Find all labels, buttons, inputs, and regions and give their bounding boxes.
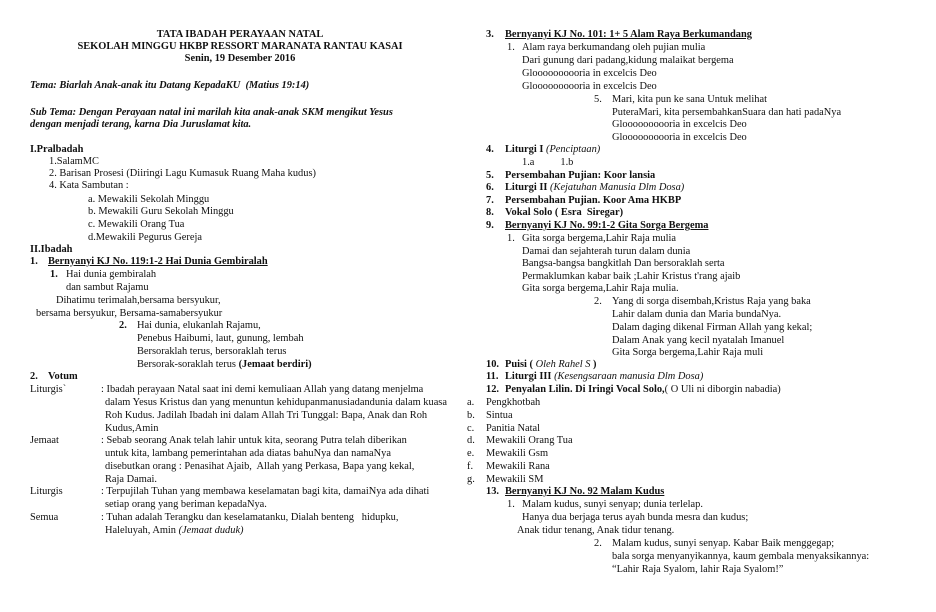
verse-number: 1.	[507, 233, 515, 244]
verse-line: Gloooooooooria in excelcis Deo	[522, 81, 657, 92]
penyalan-lilin-song: ( O Uli ni diborgin nabadia)	[664, 384, 781, 395]
item-number: 12.	[486, 384, 499, 395]
verse-line: Dalam daging dikenal Firman Allah yang kekal;	[612, 322, 813, 333]
section-ibadah: II.Ibadah	[30, 244, 73, 255]
votum-title: Votum	[48, 371, 78, 382]
verse-line: Damai dan sejahterah turun dalam dunia	[522, 246, 691, 257]
list-item-key: g.	[467, 474, 475, 485]
speaker-label: Liturgis	[30, 486, 63, 497]
liturgi2-label: Liturgi II	[505, 182, 551, 193]
penyalan-lilin-label: Penyalan Lilin. Di Iringi Vocal Solo,	[505, 384, 665, 395]
votum-number: 2.	[30, 371, 38, 382]
verse-line: Malam kudus, sunyi senyap; dunia terlelap.	[522, 499, 703, 510]
liturgy-line: disebutkan orang : Penasihat Ajaib, Allah yang Perkasa, Bapa yang kekal,	[105, 461, 415, 472]
verse-line: Bangsa-bangsa bangkitlah Dan bersoraklah serta	[522, 258, 725, 269]
praibadah-item: 2. Barisan Prosesi (Diiringi Lagu Kumasuk Ruang Maha kudus)	[49, 168, 316, 179]
verse-line: Hanya dua berjaga terus ayah bunda mesra dan kudus;	[522, 512, 749, 523]
verse-number: 2.	[119, 320, 127, 331]
liturgy-line: Roh Kudus. Jadilah Ibadah ini dalam Allah Tri Tunggal: Bapa, Anak dan Roh	[105, 410, 428, 421]
speaker-label: Semua	[30, 512, 59, 523]
section-praibadah: I.Pralbadah	[30, 144, 84, 155]
liturgi1-sub: (Penciptaan)	[546, 144, 601, 155]
list-item-key: e.	[467, 448, 475, 459]
list-item-key: d.	[467, 435, 475, 446]
liturgi1-items: 1.a 1.b	[522, 157, 574, 168]
verse-line: Dalam Anak yang kecil nyatalah Imanuel	[612, 335, 785, 346]
doc-subtitle: SEKOLAH MINGGU HKBP RESSORT MARANATA RANTAU KASAI	[77, 41, 403, 52]
verse-line: Dihatimu terimalah,bersama bersyukur,	[56, 295, 221, 306]
verse-line: Gita Sorga bergema,Lahir Raja muli	[612, 347, 764, 358]
verse-line: Mari, kita pun ke sana Untuk melihat	[612, 94, 767, 105]
sambutan-item: c. Mewakili Orang Tua	[88, 219, 185, 230]
song1-number: 1.	[30, 256, 38, 267]
verse-line-text: Bersorak-soraklah terus	[137, 359, 239, 370]
verse-line: Permaklumkan kabar baik ;Lahir Kristus t'rang ajaib	[522, 271, 741, 282]
verse-line: PuteraMari, kita persembahkanSuara dan hati padaNya	[612, 107, 842, 118]
verse-line: Gita sorga bergema,Lahir Raja mulia	[522, 233, 676, 244]
liturgy-line: : Ibadah perayaan Natal saat ini demi kemuliaan Allah yang datang menjelma	[101, 384, 424, 395]
liturgy-line: Kudus,Amin	[105, 423, 159, 434]
item-number: 5.	[486, 170, 494, 181]
puisi-title	[505, 359, 597, 371]
list-item: Mewakili SM	[486, 474, 544, 485]
praibadah-item: 4. Kata Sambutan :	[49, 180, 129, 191]
verse-line: Dari gunung dari padang,kidung malaikat bergema	[522, 55, 734, 66]
verse-line: Gloooooooooria in excelcis Deo	[612, 132, 747, 143]
song3-title: Bernyanyi KJ No. 101: 1+ 5 Alam Raya Berkumandang	[505, 29, 752, 40]
puisi-close: )	[590, 359, 597, 370]
tema: Tema: Biarlah Anak-anak itu Datang KepadaKU (Matius 19:14)	[30, 80, 310, 91]
list-item: Sintua	[486, 410, 513, 421]
liturgi3-title	[505, 371, 703, 383]
item-number: 7.	[486, 195, 494, 206]
list-item-key: b.	[467, 410, 475, 421]
sambutan-item: a. Mewakili Sekolah Minggu	[88, 194, 210, 205]
song13-title: Bernyanyi KJ No. 92 Malam Kudus	[505, 486, 665, 497]
persembahan-lansia: Persembahan Pujian: Koor lansia	[505, 170, 656, 181]
item-number: 3.	[486, 29, 494, 40]
doc-title: TATA IBADAH PERAYAAN NATAL	[156, 29, 324, 40]
liturgy-line: Raja Damai.	[105, 474, 157, 485]
list-item-key: f.	[467, 461, 474, 472]
liturgy-line: : Sebab seorang Anak telah lahir untuk kita, seorang Putra telah diberikan	[101, 435, 407, 446]
verse-number: 1.	[507, 42, 515, 53]
verse-line: Yang di sorga disembah,Kristus Raja yang baka	[612, 296, 811, 307]
list-item: Pengkhotbah	[486, 397, 541, 408]
verse-line: Anak tidur tenang, Anak tidur tenang.	[517, 525, 675, 536]
verse-number: 1.	[507, 499, 515, 510]
item-number: 4.	[486, 144, 494, 155]
list-item: Mewakili Gsm	[486, 448, 549, 459]
liturgi1-label: Liturgi I	[505, 144, 546, 155]
liturgi3-label: Liturgi III	[505, 371, 555, 382]
verse-line: Lahir dalam dunia dan Maria bundaNya.	[612, 309, 782, 320]
list-item: Mewakili Rana	[486, 461, 550, 472]
verse-line: bala sorga menyanyikannya, kaum gembala menyaksikannya:	[612, 551, 870, 562]
stage-note: (Jemaat berdiri)	[238, 359, 312, 370]
liturgi3-sub: (Kesengsaraan manusia Dlm Dosa)	[554, 371, 704, 382]
liturgy-line: untuk kita, lambang pemerintahan ada diatas bahuNya dan namaNya	[105, 448, 391, 459]
speaker-label: Jemaat	[30, 435, 59, 446]
subtema-line-2: dengan menjadi terang, karna Dia Juruslamat kita.	[30, 119, 252, 130]
verse-line: Gloooooooooria in excelcis Deo	[522, 68, 657, 79]
verse-line: Alam raya berkumandang oleh pujian mulia	[522, 42, 706, 53]
verse-line	[137, 359, 312, 371]
verse-line: Gloooooooooria in excelcis Deo	[612, 119, 747, 130]
verse-line: dan sambut Rajamu	[66, 282, 149, 293]
song1-title: Bernyanyi KJ No. 119:1-2 Hai Dunia Gembiralah	[48, 256, 268, 267]
verse-line: bersama bersyukur, Bersama-samabersyukur	[36, 308, 223, 319]
vokal-solo: Vokal Solo ( Esra Siregar)	[505, 207, 624, 218]
puisi-reader: Oleh Rahel S	[535, 359, 591, 370]
verse-number: 1.	[50, 269, 58, 280]
puisi-label: Puisi (	[505, 359, 536, 370]
speaker-label: Liturgis`	[30, 384, 67, 395]
verse-line: “Lahir Raja Syalom, lahir Raja Syalom!”	[612, 564, 784, 575]
liturgy-line: setiap orang yang beriman kepadaNya.	[105, 499, 267, 510]
verse-number: 5.	[594, 94, 602, 105]
penyalan-lilin-title	[505, 384, 781, 396]
verse-line: Gita sorga bergema,Lahir Raja mulia.	[522, 283, 679, 294]
verse-number: 2.	[594, 296, 602, 307]
liturgi1-title	[505, 144, 600, 156]
item-number: 8.	[486, 207, 494, 218]
item-number: 13.	[486, 486, 499, 497]
list-item-key: a.	[467, 397, 475, 408]
list-item: Panitia Natal	[486, 423, 540, 434]
item-number: 6.	[486, 182, 494, 193]
item-number: 11.	[486, 371, 499, 382]
stage-note: (Jemaat duduk)	[178, 525, 244, 536]
list-item: Mewakili Orang Tua	[486, 435, 573, 446]
sambutan-item: d.Mewakili Pegurus Gereja	[88, 232, 202, 243]
liturgy-line	[105, 525, 244, 537]
list-item-key: c.	[467, 423, 475, 434]
liturgi2-sub: (Kejatuhan Manusia Dlm Dosa)	[550, 182, 685, 193]
liturgy-line-text: Haleluyah, Amin	[105, 525, 179, 536]
subtema-line-1: Sub Tema: Dengan Perayaan natal ini marilah kita anak-anak SKM mengikut Yesus	[30, 107, 393, 118]
verse-line: Penebus Haibumi, laut, gunung, lembah	[137, 333, 304, 344]
doc-date: Senin, 19 Desember 2016	[184, 53, 296, 64]
persembahan-ama: Persembahan Pujian. Koor Ama HKBP	[505, 195, 682, 206]
song9-title: Bernyanyi KJ No. 99:1-2 Gita Sorga Bergema	[505, 220, 709, 231]
item-number: 9.	[486, 220, 494, 231]
verse-line: Hai dunia gembiralah	[66, 269, 157, 280]
item-number: 10.	[486, 359, 499, 370]
verse-number: 2.	[594, 538, 602, 549]
liturgy-line: : Terpujilah Tuhan yang membawa keselamatan bagi kita, damaiNya ada dihati	[101, 486, 430, 497]
verse-line: Bersoraklah terus, bersoraklah terus	[137, 346, 287, 357]
liturgi2-title	[505, 182, 684, 194]
praibadah-item: 1.SalamMC	[49, 156, 99, 167]
liturgy-line: dalam Yesus Kristus dan yang menuntun kehidupanmanusiadandunia dalam kuasa	[105, 397, 447, 408]
sambutan-item: b. Mewakili Guru Sekolah Minggu	[88, 206, 234, 217]
verse-line: Hai dunia, elukanlah Rajamu,	[137, 320, 261, 331]
verse-line: Malam kudus, sunyi senyap. Kabar Baik menggegap;	[612, 538, 835, 549]
liturgy-line: : Tuhan adalah Terangku dan keselamatanku, Dialah benteng hidupku,	[101, 512, 399, 523]
